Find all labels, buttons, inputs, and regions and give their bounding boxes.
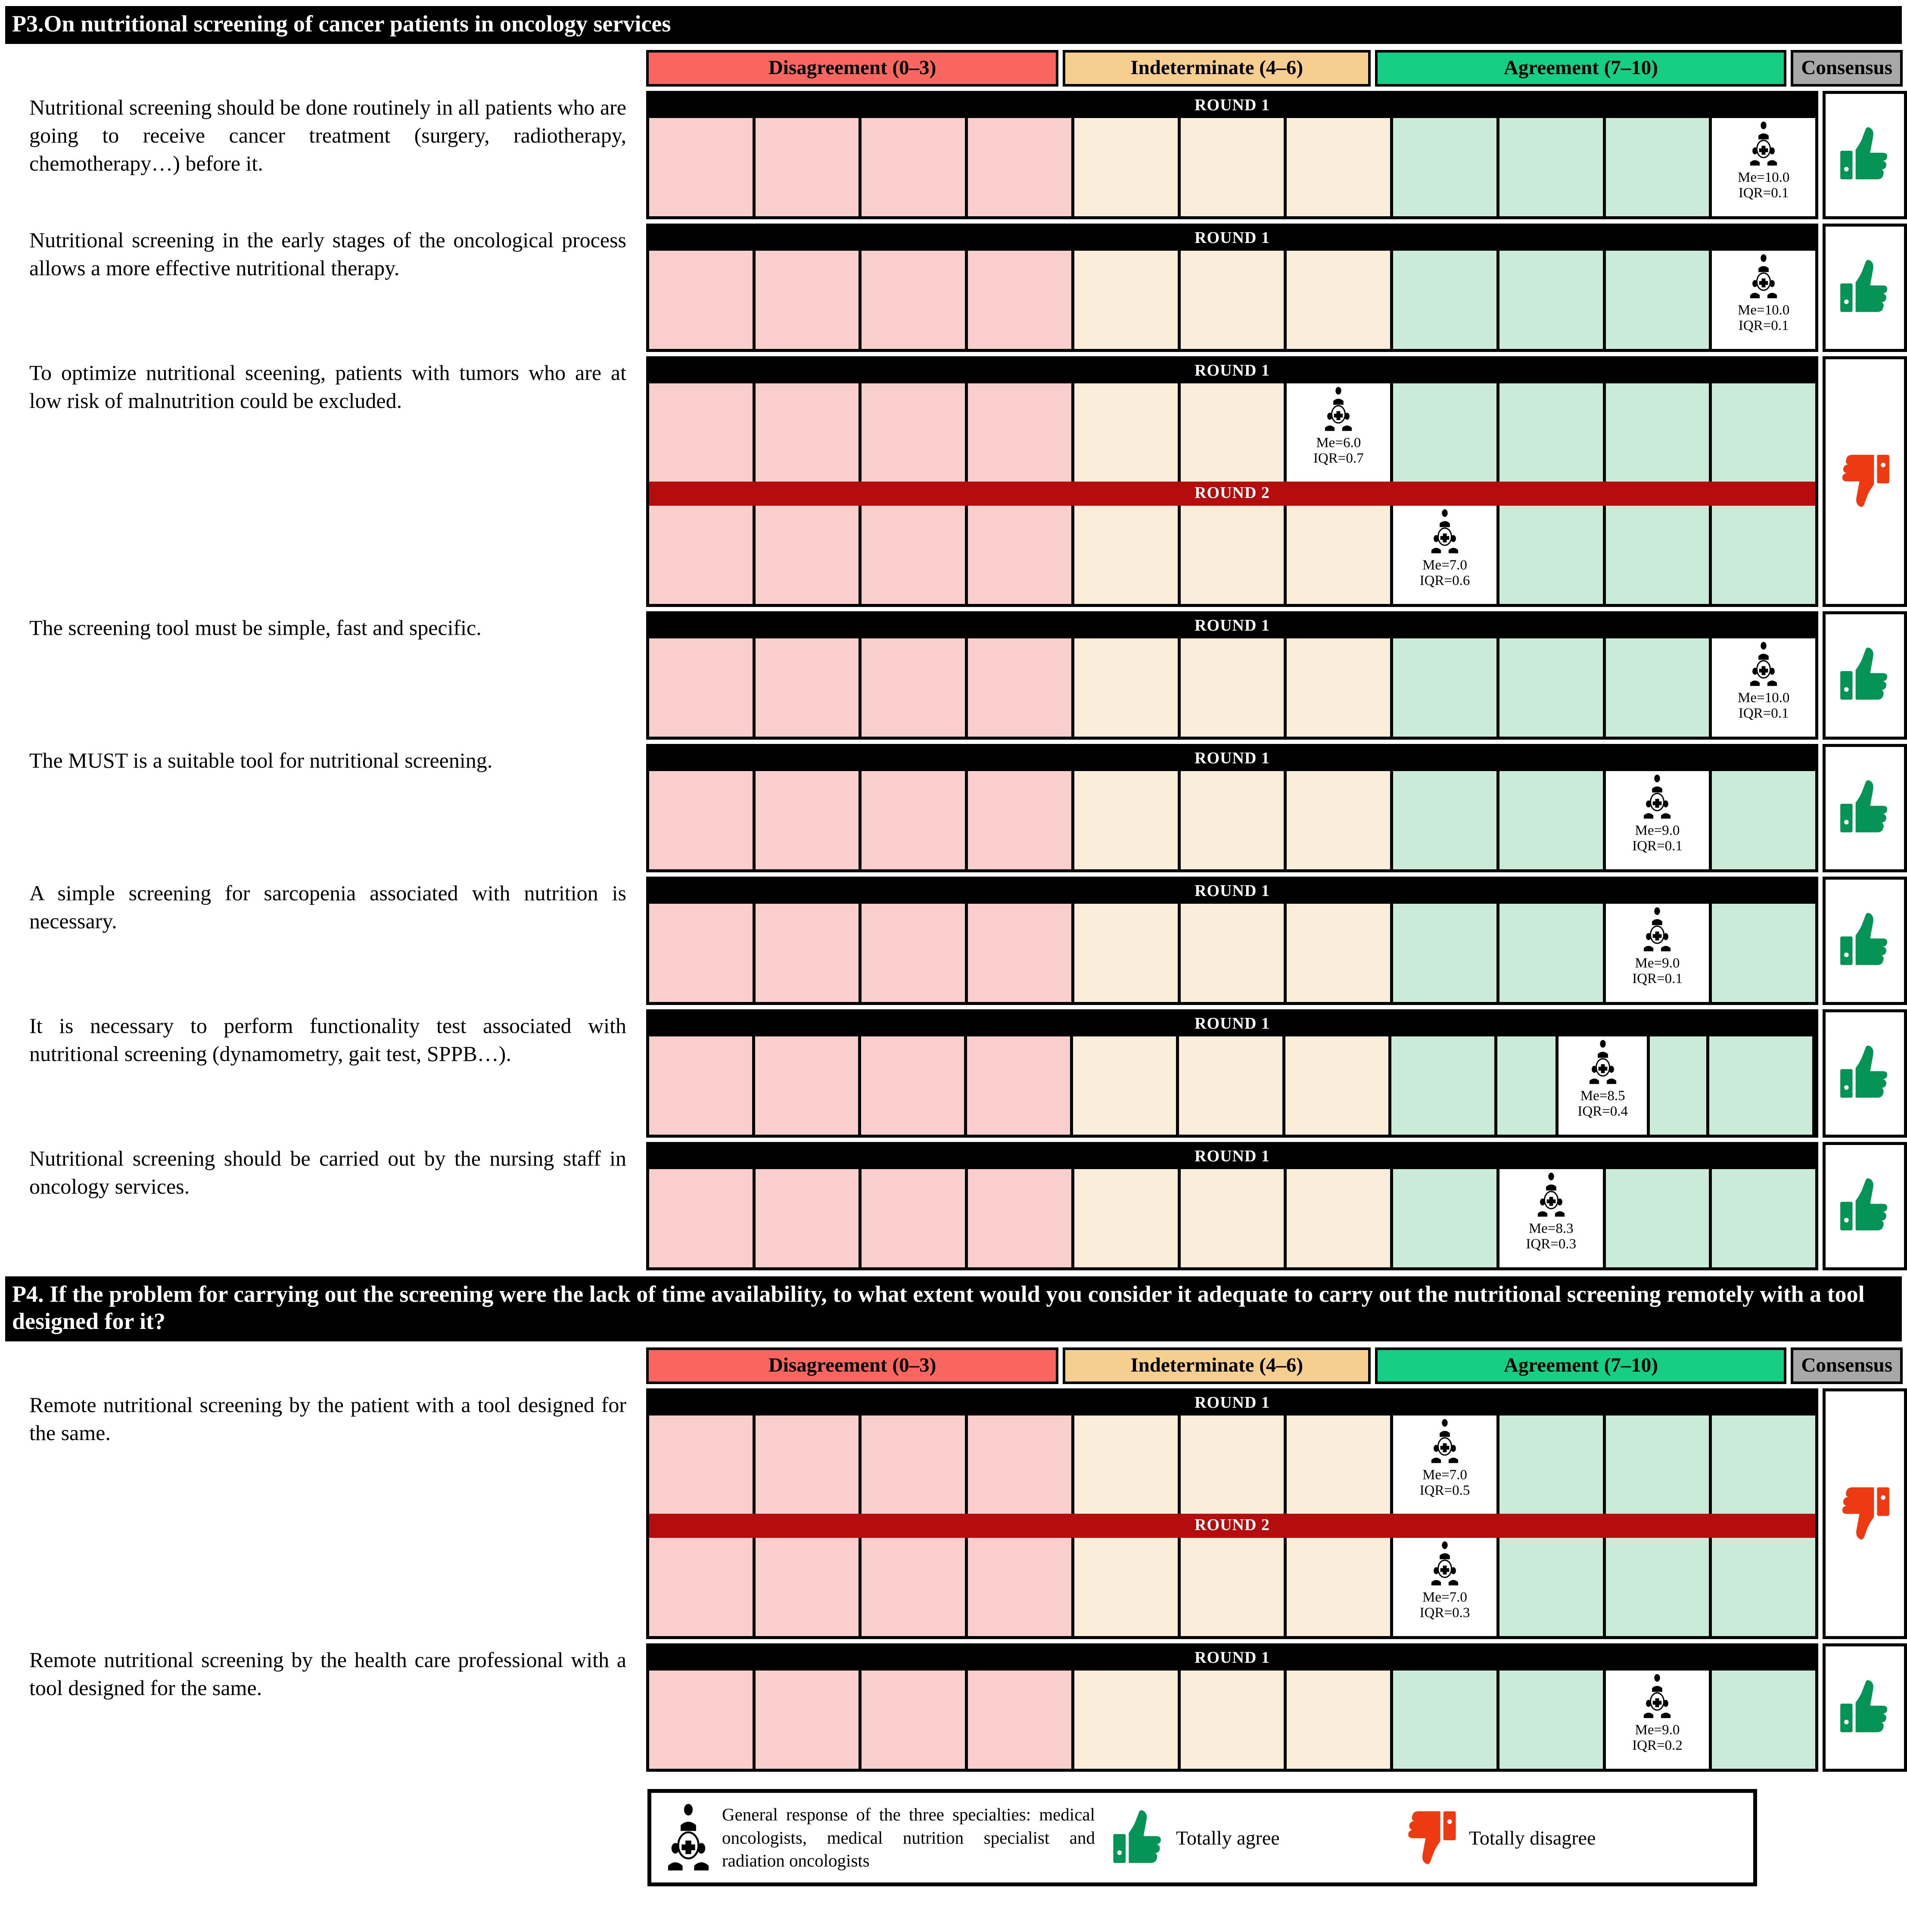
three-specialties-icon <box>1322 386 1354 435</box>
thumb-up-icon <box>1839 1679 1891 1736</box>
scale-cell <box>1499 506 1606 604</box>
consensus-cell <box>1823 1388 1907 1639</box>
scale-cell <box>649 1538 756 1636</box>
scale-header <box>0 50 1907 87</box>
statement-chart <box>646 1643 1907 1772</box>
scale-cell <box>1606 904 1712 1002</box>
scale-cell <box>1393 771 1499 869</box>
scale-cell <box>1606 1169 1712 1267</box>
scale-cell <box>649 1169 756 1267</box>
iqr-value: IQR=0.1 <box>1632 838 1683 854</box>
median-marker <box>1499 1169 1603 1267</box>
statement-text: Nutritional screening should be done routinely in all patients who are going to receive cancer treatment (surgery, radiotherapy, chemotherapy…) before it. <box>29 95 626 175</box>
scale-cell <box>1393 1169 1499 1267</box>
scale-cell <box>1606 383 1712 482</box>
statement-chart <box>646 877 1907 1005</box>
median-value: Me=10.0 <box>1738 169 1790 185</box>
scale-cell <box>756 118 862 216</box>
thumb-down-icon <box>1839 1485 1891 1543</box>
scale-cell <box>968 251 1074 349</box>
scale-cell <box>968 771 1074 869</box>
thumb-up-icon <box>1839 1177 1891 1235</box>
scale-cell <box>1499 1169 1606 1267</box>
median-marker <box>1287 383 1390 482</box>
statement-row <box>0 877 1907 1005</box>
scale-cell <box>649 1036 755 1135</box>
consensus-cell <box>1823 224 1907 352</box>
scale-cell <box>968 506 1074 604</box>
median-marker <box>1606 1671 1709 1769</box>
legend-item-disagree <box>1405 1809 1681 1866</box>
scale-cell <box>1074 638 1181 737</box>
median-value: Me=7.0 <box>1422 1590 1467 1605</box>
three-specialties-icon <box>1429 508 1461 557</box>
scale-cell <box>1393 638 1499 737</box>
scale-cell <box>1181 1416 1287 1514</box>
scale-cell <box>756 771 862 869</box>
scale-label-indeterminate: Indeterminate (4–6) <box>1063 50 1371 87</box>
median-marker <box>1555 1036 1650 1135</box>
scale-cell <box>968 1169 1074 1267</box>
legend-item-agree <box>1112 1809 1388 1866</box>
rounds-container <box>646 611 1818 740</box>
statement-row <box>0 744 1907 872</box>
scale-cell <box>1074 904 1181 1002</box>
scale-cell <box>1606 1538 1712 1636</box>
three-specialties-icon <box>1429 1540 1461 1589</box>
round-label: ROUND 1 <box>649 614 1815 638</box>
scale-cell <box>1499 638 1606 737</box>
legend-disagree-label: Totally disagree <box>1469 1826 1596 1849</box>
scale-cells-row <box>649 638 1815 737</box>
scale-cell <box>1074 1169 1181 1267</box>
legend-row <box>0 1789 1907 1886</box>
statement-text: Nutritional screening should be carried out by the nursing staff in oncology services. <box>29 1146 626 1198</box>
scale-cell <box>649 904 756 1002</box>
scale-cells-row <box>649 118 1815 216</box>
scale-cell <box>861 1036 967 1135</box>
statement-row <box>0 91 1907 219</box>
scale-cell <box>1606 118 1712 216</box>
scale-cell <box>756 638 862 737</box>
scale-cell <box>968 118 1074 216</box>
round-label: ROUND 1 <box>649 227 1815 251</box>
rounds-container <box>646 1142 1818 1270</box>
scale-cell <box>1499 904 1606 1002</box>
median-marker <box>1393 1416 1496 1514</box>
scale-cell <box>756 904 862 1002</box>
round-label: ROUND 1 <box>649 359 1815 383</box>
scale-cell <box>756 1416 862 1514</box>
scale-cell <box>1074 1538 1181 1636</box>
statement-text: Nutritional screening in the early stages of the oncological process allows a more effective nutritional therapy. <box>29 227 626 280</box>
scale-cells-row <box>649 1169 1815 1267</box>
scale-cell <box>1393 251 1499 349</box>
scale-cell <box>1393 1538 1499 1636</box>
scale-cells-row <box>649 1538 1815 1636</box>
scale-cell <box>968 383 1074 482</box>
delphi-consensus-figure <box>0 6 1907 1886</box>
consensus-cell <box>1823 744 1907 872</box>
scale-cell <box>1285 1036 1391 1135</box>
median-value: Me=7.0 <box>1422 1467 1467 1483</box>
scale-cell <box>649 383 756 482</box>
scale-cell <box>1181 118 1287 216</box>
scale-cell <box>862 506 968 604</box>
scale-cell <box>756 1538 862 1636</box>
statement-text: A simple screening for sarcopenia associated with nutrition is necessary. <box>29 880 626 933</box>
scale-cell <box>1287 251 1393 349</box>
scale-cell <box>1287 771 1393 869</box>
consensus-cell <box>1823 611 1907 740</box>
iqr-value: IQR=0.1 <box>1738 705 1789 721</box>
scale-cell <box>1287 1416 1393 1514</box>
scale-header <box>0 1347 1907 1384</box>
scale-cell <box>1393 1416 1499 1514</box>
thumb-down-icon <box>1839 453 1891 510</box>
thumb-up-icon <box>1839 647 1891 704</box>
rounds-container <box>646 1643 1818 1772</box>
scale-cell <box>1391 1036 1497 1135</box>
median-marker <box>1606 771 1709 869</box>
statement-text: The MUST is a suitable tool for nutritional screening. <box>29 748 493 772</box>
scale-label-disagreement: Disagreement (0–3) <box>646 50 1058 87</box>
scale-cell <box>862 251 968 349</box>
three-specialties-icon <box>1641 774 1673 822</box>
iqr-value: IQR=0.7 <box>1313 450 1364 466</box>
scale-cell <box>1712 771 1815 869</box>
scale-cell <box>756 383 862 482</box>
three-specialties-icon <box>1641 906 1673 955</box>
thumb-up-icon <box>1839 259 1891 316</box>
median-marker <box>1393 506 1496 604</box>
scale-cell <box>1499 1538 1606 1636</box>
scale-cell <box>1181 383 1287 482</box>
scale-cell <box>967 1036 1073 1135</box>
statement-text: To optimize nutritional sceening, patients with tumors who are at low risk of malnutrition could be excluded. <box>29 360 626 413</box>
scale-cell <box>649 1671 756 1769</box>
scale-cell <box>1606 251 1712 349</box>
scale-cell <box>968 1416 1074 1514</box>
legend-specialties-caption: General response of the three specialties: medical oncologists, medical nutrition specialist and radiation oncologists <box>722 1804 1095 1870</box>
three-specialties-icon <box>1429 1418 1461 1467</box>
scale-cells-row <box>649 1416 1815 1514</box>
thumb-up-icon <box>1839 126 1891 184</box>
scale-cell <box>1712 1169 1815 1267</box>
thumb-up-icon <box>1839 1045 1891 1102</box>
scale-label-disagreement: Disagreement (0–3) <box>646 1347 1058 1384</box>
scale-cell <box>1712 118 1815 216</box>
consensus-cell <box>1823 1142 1907 1270</box>
scale-cell <box>1712 638 1815 737</box>
scale-cell <box>1287 118 1393 216</box>
scale-cell <box>756 506 862 604</box>
scale-cell <box>1712 904 1815 1002</box>
statement-text: It is necessary to perform functionality test associated with nutritional screening (dynamometry, gait test, SPPB…). <box>29 1013 626 1066</box>
rounds-container <box>646 1388 1818 1639</box>
statement-chart <box>646 224 1907 352</box>
round-label: ROUND 1 <box>649 880 1815 904</box>
rounds-container <box>646 356 1818 607</box>
consensus-cell <box>1823 877 1907 1005</box>
scale-cell <box>1499 118 1606 216</box>
scale-cell <box>1606 1416 1712 1514</box>
three-specialties-icon <box>1641 1673 1673 1722</box>
thumb-down-icon <box>1405 1809 1457 1866</box>
median-marker <box>1606 904 1709 1002</box>
scale-cell <box>862 771 968 869</box>
scale-cell <box>862 1538 968 1636</box>
three-specialties-icon <box>1748 121 1779 169</box>
statement-text: The screening tool must be simple, fast and specific. <box>29 615 482 640</box>
statement-chart <box>646 356 1907 607</box>
median-value: Me=6.0 <box>1316 435 1361 451</box>
round-label: ROUND 1 <box>649 1646 1815 1671</box>
scale-cell <box>756 1671 862 1769</box>
statement-chart <box>646 1388 1907 1639</box>
scale-cell <box>1606 1671 1712 1769</box>
consensus-cell <box>1823 356 1907 607</box>
scale-cell <box>1287 1671 1393 1769</box>
round-label: ROUND 1 <box>649 1391 1815 1416</box>
scale-cell <box>1709 1036 1815 1135</box>
scale-cell <box>756 251 862 349</box>
scale-cell <box>862 1416 968 1514</box>
scale-cell <box>1074 1671 1181 1769</box>
consensus-cell <box>1823 1009 1907 1138</box>
scale-cell <box>1287 904 1393 1002</box>
round-label: ROUND 2 <box>649 482 1815 506</box>
median-value: Me=9.0 <box>1635 1722 1680 1738</box>
statement-row <box>0 1009 1907 1138</box>
scale-cell <box>1712 506 1815 604</box>
median-marker <box>1712 251 1815 349</box>
statement-text: Remote nutritional screening by the patient with a tool designed for the same. <box>29 1393 626 1445</box>
scale-cell <box>1287 506 1393 604</box>
scale-cell <box>1181 1169 1287 1267</box>
scale-cell <box>1179 1036 1285 1135</box>
three-specialties-icon <box>1748 253 1779 302</box>
scale-cell <box>1074 251 1181 349</box>
scale-label-indeterminate: Indeterminate (4–6) <box>1063 1347 1371 1384</box>
iqr-value: IQR=0.4 <box>1577 1103 1628 1119</box>
scale-cells-row <box>649 904 1815 1002</box>
scale-cell <box>1287 1538 1393 1636</box>
consensus-cell <box>1823 91 1907 219</box>
scale-cell <box>649 118 756 216</box>
three-specialties-icon <box>1587 1039 1619 1088</box>
legend-agree-label: Totally agree <box>1176 1826 1280 1849</box>
scale-cell <box>968 638 1074 737</box>
scale-cell <box>1712 1671 1815 1769</box>
iqr-value: IQR=0.1 <box>1632 971 1683 986</box>
scale-cell <box>862 904 968 1002</box>
scale-cell <box>1393 118 1499 216</box>
scale-cell <box>968 1538 1074 1636</box>
scale-cell <box>862 1671 968 1769</box>
statement-row <box>0 611 1907 740</box>
scale-cell <box>1287 1169 1393 1267</box>
iqr-value: IQR=0.5 <box>1419 1483 1470 1499</box>
round-label: ROUND 1 <box>649 747 1815 771</box>
scale-cell <box>1393 383 1499 482</box>
rounds-container <box>646 877 1818 1005</box>
legend-item-specialties <box>664 1803 1095 1872</box>
scale-cell <box>862 1169 968 1267</box>
statement-chart <box>646 1142 1907 1270</box>
scale-cell <box>649 506 756 604</box>
scale-cell <box>1181 506 1287 604</box>
round-label: ROUND 2 <box>649 1514 1815 1538</box>
statement-row <box>0 356 1907 607</box>
statement-row <box>0 1643 1907 1772</box>
statement-row <box>0 1388 1907 1639</box>
median-value: Me=9.0 <box>1635 822 1680 838</box>
statement-chart <box>646 744 1907 872</box>
scale-cell <box>1074 771 1181 869</box>
thumb-up-icon <box>1839 779 1891 837</box>
median-marker <box>1393 1538 1496 1636</box>
scale-label-agreement: Agreement (7–10) <box>1375 1347 1786 1384</box>
scale-cell <box>1074 506 1181 604</box>
statement-chart <box>646 611 1907 740</box>
scale-cell <box>1181 771 1287 869</box>
three-specialties-icon <box>1748 641 1779 690</box>
statement-chart <box>646 1009 1907 1138</box>
scale-cell <box>649 251 756 349</box>
three-specialties-icon <box>1535 1172 1567 1220</box>
scale-cell <box>1393 1671 1499 1769</box>
scale-cells-row <box>649 251 1815 349</box>
scale-cells-row <box>649 506 1815 604</box>
legend-box <box>647 1789 1757 1886</box>
median-value: Me=8.3 <box>1528 1220 1574 1236</box>
scale-label-agreement: Agreement (7–10) <box>1375 50 1786 87</box>
scale-cell <box>1181 638 1287 737</box>
round-label: ROUND 1 <box>649 94 1815 118</box>
rounds-container <box>646 744 1818 872</box>
scale-cell <box>968 904 1074 1002</box>
statement-row <box>0 1142 1907 1270</box>
round-label: ROUND 1 <box>649 1012 1815 1036</box>
scale-cell <box>1499 383 1606 482</box>
iqr-value: IQR=0.1 <box>1738 185 1789 201</box>
scale-cell <box>649 1416 756 1514</box>
median-marker <box>1712 118 1815 216</box>
section-heading-p3: P3.On nutritional screening of cancer patients in oncology services <box>5 6 1902 44</box>
consensus-cell <box>1823 1643 1907 1772</box>
median-value: Me=8.5 <box>1580 1088 1625 1104</box>
scale-label-consensus: Consensus <box>1791 50 1903 87</box>
scale-cell <box>1499 1416 1606 1514</box>
scale-cell <box>1712 251 1815 349</box>
scale-cell <box>968 1671 1074 1769</box>
scale-cell <box>755 1036 861 1135</box>
scale-cell <box>1181 1538 1287 1636</box>
scale-cell <box>1393 904 1499 1002</box>
statement-chart <box>646 91 1907 219</box>
scale-cell <box>862 638 968 737</box>
thumb-up-icon <box>1839 912 1891 969</box>
scale-cell <box>1712 1416 1815 1514</box>
scale-cell <box>649 638 756 737</box>
scale-cell <box>1181 251 1287 349</box>
scale-cell <box>1606 638 1712 737</box>
scale-cells-row <box>649 1671 1815 1769</box>
scale-cell <box>1287 383 1393 482</box>
scale-cell <box>1074 1416 1181 1514</box>
scale-cell <box>1606 506 1712 604</box>
median-value: Me=10.0 <box>1738 690 1790 706</box>
scale-cell <box>1499 771 1606 869</box>
scale-cells-row <box>649 1036 1815 1135</box>
statement-row <box>0 224 1907 352</box>
iqr-value: IQR=0.2 <box>1632 1738 1683 1754</box>
iqr-value: IQR=0.3 <box>1526 1236 1577 1252</box>
three-specialties-icon <box>664 1803 712 1872</box>
scale-cell <box>1712 1538 1815 1636</box>
scale-cell <box>1712 383 1815 482</box>
scale-cell <box>1181 904 1287 1002</box>
scale-cell <box>1074 118 1181 216</box>
rounds-container <box>646 1009 1818 1138</box>
iqr-value: IQR=0.1 <box>1738 317 1789 333</box>
scale-cell <box>1606 771 1712 869</box>
scale-cell <box>862 383 968 482</box>
median-value: Me=7.0 <box>1422 557 1467 573</box>
thumb-up-icon <box>1112 1809 1164 1866</box>
rounds-container <box>646 224 1818 352</box>
section-heading-p4: P4. If the problem for carrying out the screening were the lack of time availability, to what extent would you consider it adequate to carry out the nutritional screening remotely with a tool designed for it? <box>5 1276 1902 1341</box>
scale-cell <box>1181 1671 1287 1769</box>
scale-cell <box>1073 1036 1179 1135</box>
iqr-value: IQR=0.6 <box>1419 572 1470 588</box>
scale-cells-row <box>649 771 1815 869</box>
scale-cell <box>1074 383 1181 482</box>
scale-cell <box>1287 638 1393 737</box>
iqr-value: IQR=0.3 <box>1419 1605 1470 1621</box>
round-label: ROUND 1 <box>649 1145 1815 1169</box>
median-value: Me=10.0 <box>1738 302 1790 318</box>
scale-cell <box>1499 1671 1606 1769</box>
scale-cells-row <box>649 383 1815 482</box>
scale-cell <box>756 1169 862 1267</box>
scale-cell <box>862 118 968 216</box>
median-value: Me=9.0 <box>1635 955 1680 971</box>
scale-cell <box>1499 251 1606 349</box>
scale-cell <box>1393 506 1499 604</box>
median-marker <box>1712 638 1815 737</box>
scale-label-consensus: Consensus <box>1791 1347 1903 1384</box>
statement-text: Remote nutritional screening by the health care professional with a tool designed for the same. <box>29 1648 626 1700</box>
rounds-container <box>646 91 1818 219</box>
scale-cell <box>649 771 756 869</box>
